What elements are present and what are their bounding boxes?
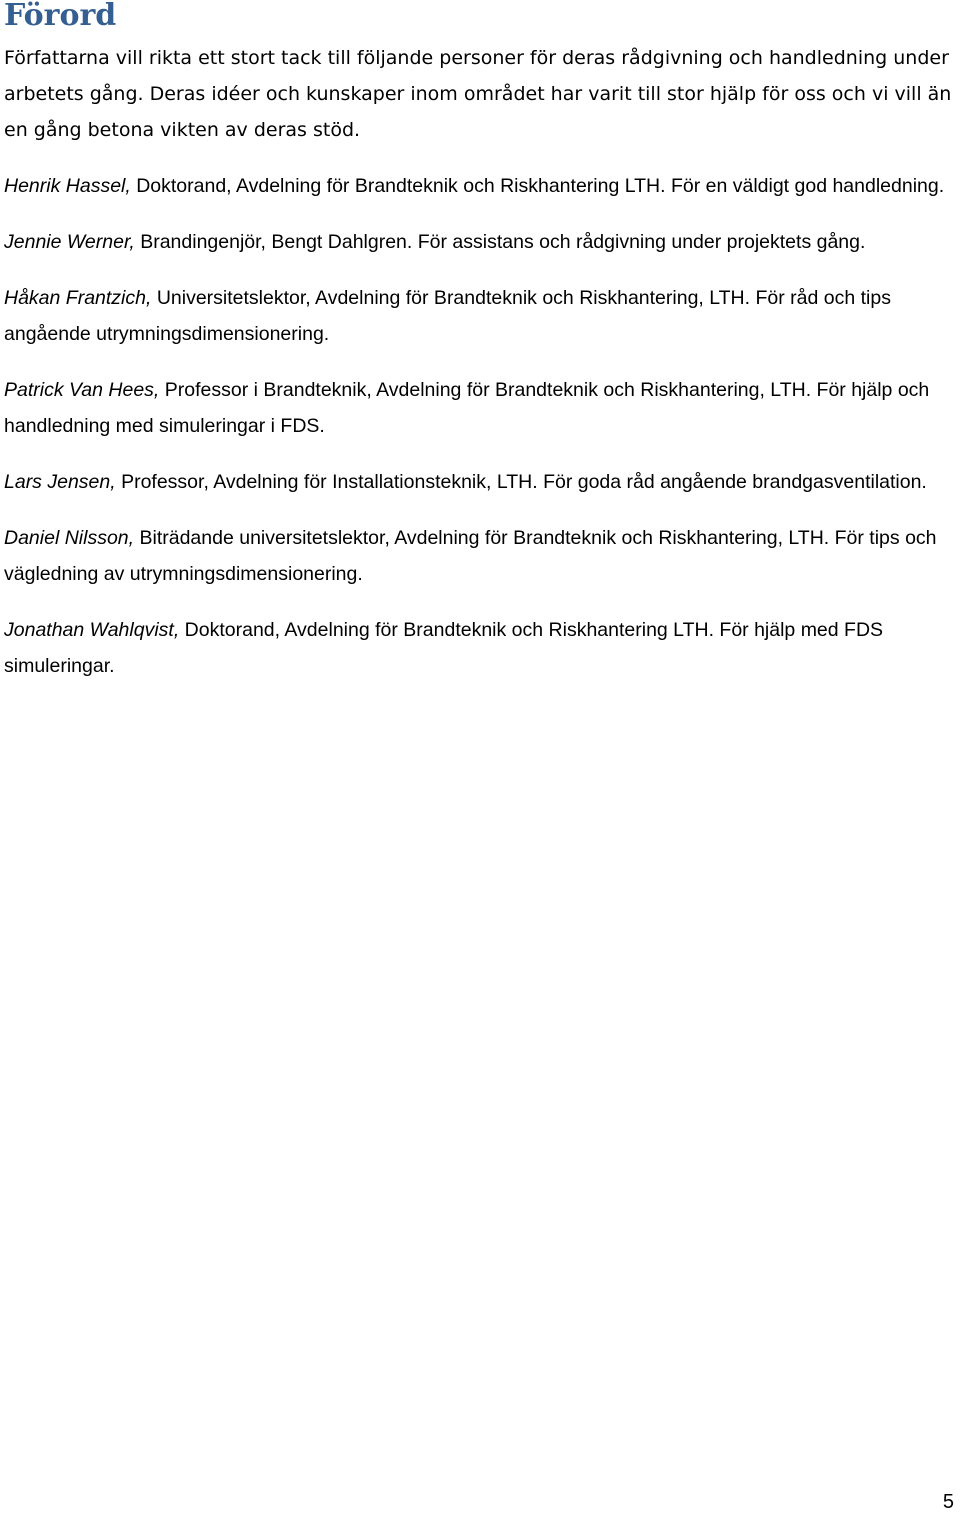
acknowledgement-daniel-nilsson xyxy=(4,520,954,592)
person-description: Professor i Brandteknik, Avdelning för Brandteknik och Riskhantering, LTH. För hjälp och handledning med simuleringar i FDS. xyxy=(4,379,930,437)
person-name: Jonathan Wahlqvist, xyxy=(4,619,180,641)
person-name: Jennie Werner, xyxy=(4,231,135,253)
acknowledgement-lars-jensen xyxy=(4,464,954,500)
page-number: 5 xyxy=(942,1491,954,1513)
person-description: Doktorand, Avdelning för Brandteknik och Riskhantering LTH. För en väldigt god handledning. xyxy=(130,175,945,197)
intro-paragraph: Författarna vill rikta ett stort tack till följande personer för deras rådgivning och handledning under arbetets gång. Deras idéer och kunskaper inom området har varit till stor hjälp för oss och vi vill än en gång betona vikten av deras stöd. xyxy=(4,47,952,141)
person-description: Professor, Avdelning för Installationsteknik, LTH. För goda råd angående brandgasventilation. xyxy=(115,471,927,493)
acknowledgement-henrik-hassel xyxy=(4,168,954,204)
person-name: Lars Jensen, xyxy=(4,471,116,493)
acknowledgement-patrick-van-hees xyxy=(4,372,954,444)
document-body xyxy=(4,40,954,704)
person-name: Henrik Hassel, xyxy=(4,175,131,197)
person-description: Brandingenjör, Bengt Dahlgren. För assistans och rådgivning under projektets gång. xyxy=(134,231,866,253)
page-title: Förord xyxy=(4,0,117,33)
person-name: Patrick Van Hees, xyxy=(4,379,160,401)
person-name: Daniel Nilsson, xyxy=(4,527,135,549)
person-name: Håkan Frantzich, xyxy=(4,287,152,309)
person-description: Biträdande universitetslektor, Avdelning för Brandteknik och Riskhantering, LTH. För tips och vägledning av utrymningsdimensionering. xyxy=(4,527,937,585)
acknowledgement-jonathan-wahlqvist xyxy=(4,612,954,684)
person-description: Universitetslektor, Avdelning för Brandteknik och Riskhantering, LTH. För råd och tips angående utrymningsdimensionering. xyxy=(4,287,891,345)
person-description: Doktorand, Avdelning för Brandteknik och Riskhantering LTH. För hjälp med FDS simuleringar. xyxy=(4,619,884,677)
acknowledgement-hakan-frantzich xyxy=(4,280,954,352)
acknowledgement-jennie-werner xyxy=(4,224,954,260)
